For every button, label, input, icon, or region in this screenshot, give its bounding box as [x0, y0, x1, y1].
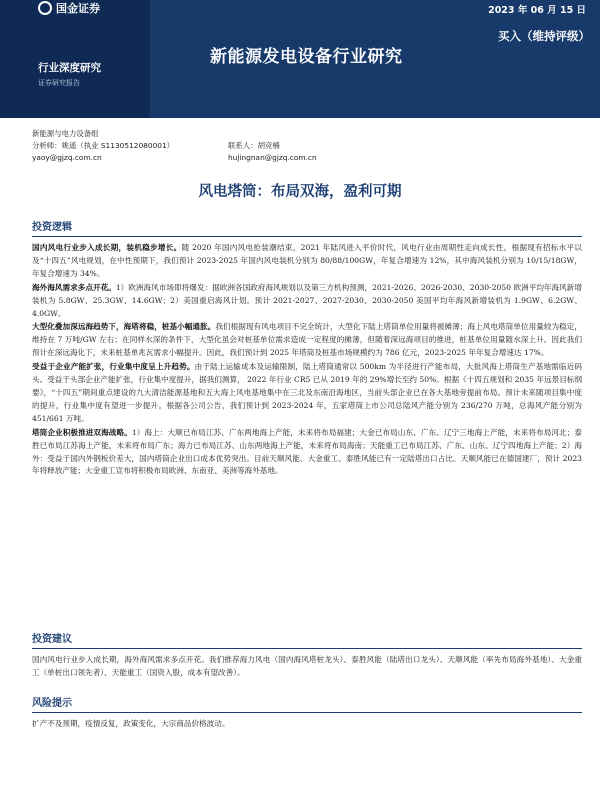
author-info	[32, 128, 317, 164]
paragraph	[32, 361, 582, 426]
main-title: 风电塔筒：布局双海，盈利可期	[198, 184, 402, 200]
contact-email[interactable]: hujingnan@gjzq.com.cn	[228, 153, 317, 162]
paragraph-body: 随 2020 年国内风电抢装潮结束，2021 年陆风进入平价时代，风电行业由周期性走向成长性。根据现有招标水平以及“十四五”风电规划，在中性预期下，我们预计 2023-2025 年国内风电装机分别为 80/88/100GW，年复合增速为 12%，其中海风装机分别为 10/15/18GW，年复合增速为 34%。	[32, 243, 583, 278]
report-title: 新能源发电设备行业研究	[210, 47, 403, 67]
rating-badge: 买入（维持评级）	[498, 29, 590, 43]
company-logo	[38, 0, 100, 16]
sector-label: 新能源与电力设备组	[32, 129, 99, 138]
paragraph	[32, 321, 582, 360]
paragraph	[32, 282, 582, 321]
logo-icon	[38, 1, 52, 15]
analyst-name: 分析师：姚遥（执业 S1130512080001）	[32, 141, 175, 150]
section-investment-advice	[32, 630, 582, 681]
header-banner	[0, 0, 600, 118]
paragraph-body: 1）海上：大顺已布局江苏、广东两地海上产能，未来将布局福建；大金已布局山东、广东、辽宁三地海上产能，未来将布局河北；泰胜已布局江苏海上产能，未来将布局广东；海力已布局江苏、山东两地海上产能，未来将布局海南；天能重工已布局江苏、广东、山东、辽宁四地海上产能；2）海外：受益于国内外钢板价差大，国内塔筒企业出口成本优势突出。目前天顺风能、大金重工、泰胜风能已有一定陆塔出口占比。天顺风能已在德国建厂，预计 2023 年将释放产能；大金重工宣布将积极布局欧洲、东南亚、美洲等海外基地。	[32, 427, 583, 476]
paragraph	[32, 242, 582, 281]
section-risk-warning	[32, 694, 582, 732]
paragraph-body: 扩产不及预期，疫情反复，政策变化，大宗商品价格波动。	[32, 719, 230, 728]
paragraph-body: 由于陆上运输成本及运输限制，陆上塔筒通常以 500km 为半径进行产能布局，大批风海上塔筒生产基地需临近码头。受益于头部企业产能扩张，行业集中度提升，据我们测算， 2022 年行业 CR5 已从 2019 年的 29%增长至约 50%。根据《十四五规划和 2035 年远景目标纲要》，“十四五”期间重点建设的九大清洁能源基地和五大海上风电基地集中在三北及东南沿海地区，当前头部企业已在各大基地旁提前布局。预计未来随项目集中度的提升，行业集中度有望进一步提升。根据各公司公告，我们预计到 2023-2024 年，五家塔筒上市公司总陆风产能分别为 236/270 万吨，总海风产能分别为 451/661 万吨。	[32, 362, 583, 423]
section-heading: 风险提示	[32, 694, 582, 713]
section-investment-logic	[32, 218, 582, 479]
section-heading: 投资建议	[32, 630, 582, 649]
header-left-panel	[0, 0, 150, 118]
analyst-email[interactable]: yaoy@gjzq.com.cn	[32, 153, 102, 162]
paragraph-lead: 国内风电行业步入成长期，装机稳步增长。	[32, 243, 182, 252]
paragraph	[32, 427, 582, 479]
report-date: 2023 年 06 月 15 日	[488, 5, 586, 16]
paragraph-lead: 海外海风需求多点开花。	[32, 282, 116, 292]
paragraph-body: 1）欧洲海风市场即将爆发：据欧洲各国政府海风规划以及第三方机构预测，2021-2026、2026-2030、2030-2050 欧洲平均年海风新增装机为 5.8GW、25.3GW、14.6GW；2）美国重启海风计划。预计 2021-2027、2027-2030、2030-2050 美国平均年海风新增装机为 1.9GW、6.2GW、4.0GW。	[32, 282, 583, 318]
paragraph-lead: 大型化叠加深远海趋势下，海塔将稳，桩基小幅通胀。	[32, 322, 216, 332]
paragraph-body: 我们根据现有风电项目不完全统计，大型化下陆上塔筒单位用量将被摊薄；海上风电塔筒单位用量较为稳定，维持在 7 万吨/GW 左右；在同样水深的条件下，大型化虽会对桩基单位需求造成一定程度的摊薄，但随着深远海项目的推进，桩基单位用量随水深上升。因此我们预计在深远海化下，未来桩基单兆瓦需求小幅提升。因此，我们预计到 2025 年塔筒及桩基市场规模约为 786 亿元，2023-2025 年年复合增速达 17%。	[32, 322, 583, 358]
section-heading: 投资逻辑	[32, 218, 582, 237]
logo-text: 国金证券	[56, 2, 100, 15]
paragraph-lead: 受益于企业产能扩张，行业集中度呈上升趋势。	[32, 362, 195, 372]
paragraph-lead: 塔筒企业积极推进双海战略。	[32, 427, 132, 437]
contact-name: 联系人：胡竞楠	[228, 141, 280, 150]
doc-subtype: 证券研究报告	[38, 79, 80, 87]
doc-type: 行业深度研究	[38, 62, 101, 74]
paragraph-body: 国内风电行业步入成长期，海外海风需求多点开花。我们推荐海力风电（国内海风塔桩龙头）、泰胜风能（陆塔出口龙头）、天顺风能（率先布局海外基地）、大金重工（单桩出口领先者）、天能重工（国资入股，成本有望改善）。	[32, 655, 582, 677]
